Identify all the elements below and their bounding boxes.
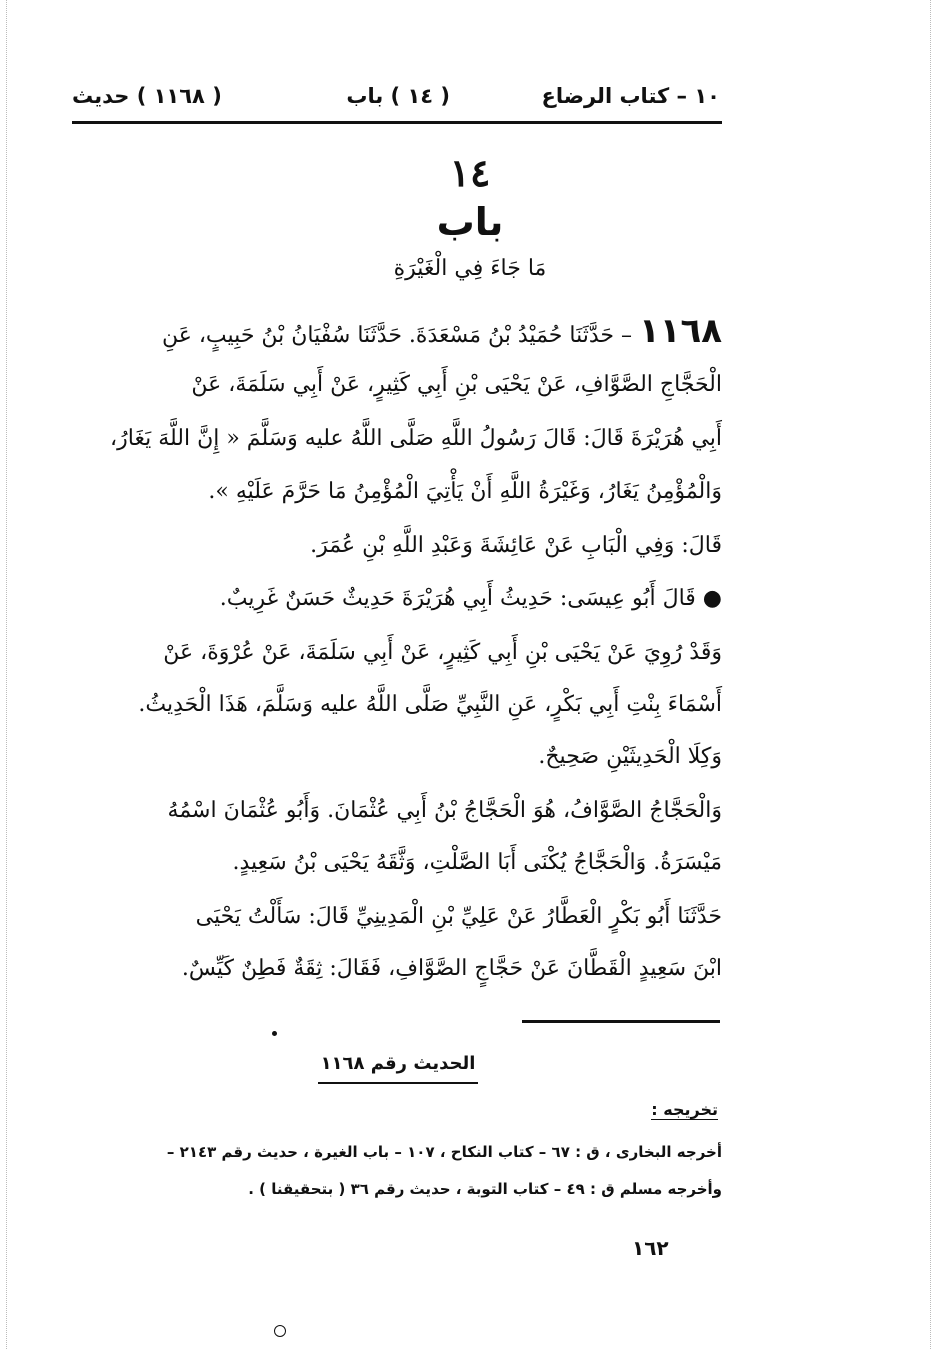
body-line-7: وَقَدْ رُوِيَ عَنْ يَحْيَى بْنِ أَبِي كَثِيرٍ، عَنْ أَبِي سَلَمَةَ، عَنْ عُرْوَةَ، عَنْ [163,640,722,665]
page-number: ١٦٢ [632,1236,669,1260]
ink-dot [272,1031,277,1036]
footnote-heading: الحديث رقم ١١٦٨ [318,1053,478,1084]
body-line-13: ابْنَ سَعِيدٍ الْقَطَّانَ عَنْ حَجَّاجٍ الصَّوَّافِ، فَقَالَ: ثِقَةٌ فَطِنٌ كَيِّسٌ. [181,956,722,981]
chapter-title: باب [436,200,504,244]
body-line-4: وَالْمُؤْمِنُ يَغَارُ، وَغَيْرَةُ اللَّهِ أَنْ يَأْتِيَ الْمُؤْمِنُ مَا حَرَّمَ عَلَيْهِ ». [208,479,722,504]
section-divider [522,1020,720,1023]
header-rule [72,121,722,124]
body-text: – حَدَّثَنَا حُمَيْدُ بْنُ مَسْعَدَةَ. حَدَّثَنَا سُفْيَانُ بْنُ حَبِيبٍ، عَنِ [161,323,632,348]
body-line-5: قَالَ: وَفِي الْبَابِ عَنْ عَائِشَةَ وَعَبْدِ اللَّهِ بْنِ عُمَرَ. [310,533,722,558]
footnote-label: تخريجه : [651,1100,718,1119]
body-line-2: الْحَجَّاجِ الصَّوَّافِ، عَنْ يَحْيَى بْنِ أَبِي كَثِيرٍ، عَنْ أَبِي سَلَمَةَ، عَنْ [191,372,722,397]
chapter-number: ١٤ [449,150,491,195]
body-line-3: أَبِي هُرَيْرَةَ قَالَ: قَالَ رَسُولُ اللَّهِ صَلَّى اللَّهُ عليه وَسَلَّمَ « إِنَّ اللَّهَ يَغَارُ، [110,426,722,451]
body-line-11: مَيْسَرَةُ. وَالْحَجَّاجُ يُكْنَى أَبَا الصَّلْتِ، وَثَّقَهُ يَحْيَى بْنُ سَعِيدٍ. [232,850,722,875]
footnote-line-2: وأخرجه مسلم ق : ٤٩ – كتاب التوبة ، حديث رقم ٣٦ ( بتحقيقنا ) . [248,1180,722,1198]
chapter-subtitle: مَا جَاءَ فِي الْغَيْرَةِ [393,256,547,281]
running-header [72,78,720,118]
body-line-12: حَدَّثَنَا أَبُو بَكْرٍ الْعَطَّارُ عَنْ عَلِيِّ بْنِ الْمَدِينِيِّ قَالَ: سَأَلْتُ يَحْيَى [195,904,722,929]
body-line-9: وَكِلَا الْحَدِيثَيْنِ صَحِيحٌ. [538,744,722,769]
body-line-6: ● قَالَ أَبُو عِيسَى: حَدِيثُ أَبِي هُرَيْرَةَ حَدِيثٌ حَسَنٌ غَرِيبٌ. [219,586,722,611]
ring-mark [274,1325,286,1337]
header-hadith-number: ( ١١٦٨ ) حديث [72,84,222,108]
footnote-line-1: أخرجه البخارى ، ق : ٦٧ – كتاب النكاح ، ١٠٧ – باب الغيرة ، حديث رقم ٢١٤٣ – [166,1143,722,1161]
hadith-number: ١١٦٨ [638,311,722,351]
header-book-title: ١٠ – كتاب الرضاع [541,84,720,108]
header-chapter: ( ١٤ ) باب [346,84,450,108]
body-line-10: وَالْحَجَّاجُ الصَّوَّافُ، هُوَ الْحَجَّاجُ بْنُ أَبِي عُثْمَانَ. وَأَبُو عُثْمَانَ اسْمُهُ [167,798,722,823]
body-line-1 [70,311,722,351]
body-line-8: أَسْمَاءَ بِنْتِ أَبِي بَكْرٍ، عَنِ النَّبِيِّ صَلَّى اللَّهُ عليه وَسَلَّمَ، هَذَا الْحَدِيثُ. [138,692,722,717]
